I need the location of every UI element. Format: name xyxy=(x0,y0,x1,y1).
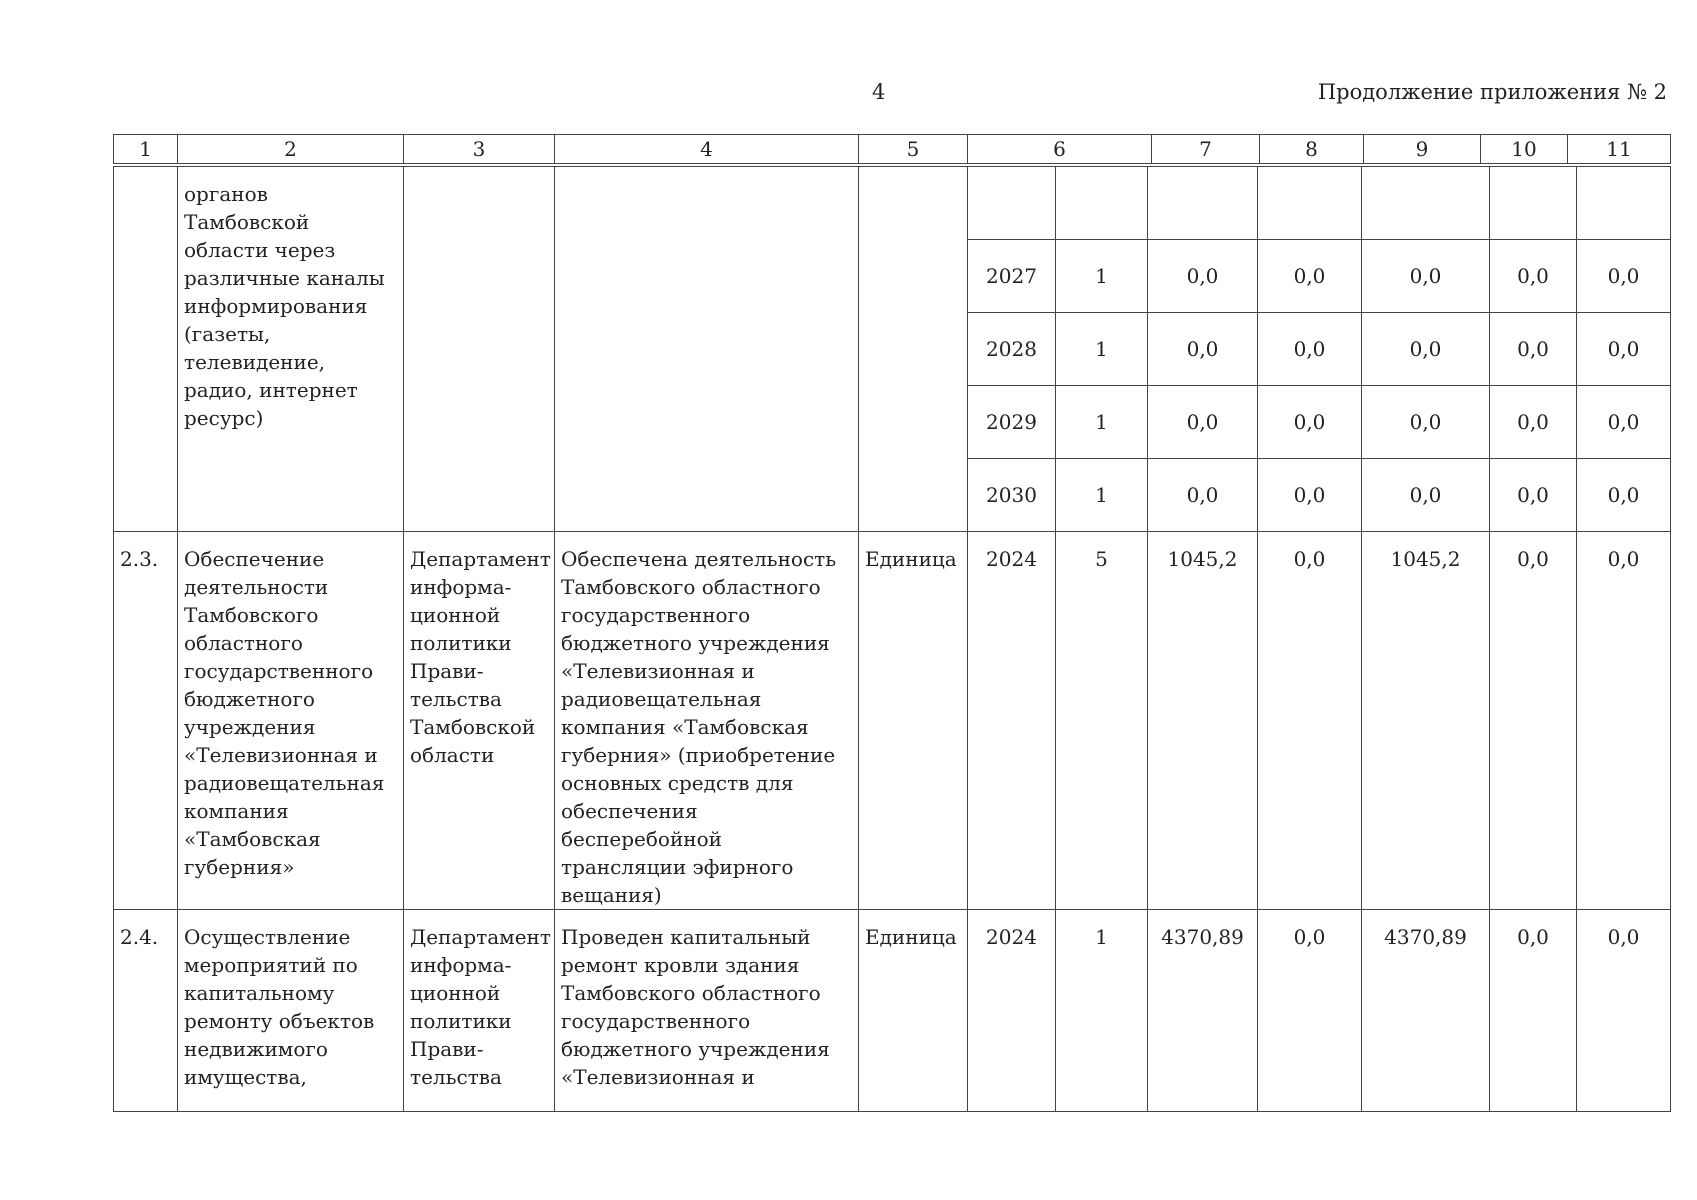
table-row xyxy=(114,532,1671,910)
amount-cell: 1045,2 xyxy=(1148,532,1258,910)
col-header-3: 3 xyxy=(404,135,555,164)
amount-cell: 0,0 xyxy=(1490,910,1577,1112)
col-header-6: 6 xyxy=(968,135,1152,164)
amount-cell: 0,0 xyxy=(1577,532,1671,910)
amount-cell: 0,0 xyxy=(1490,532,1577,910)
amount-cell: 0,0 xyxy=(1362,240,1490,313)
amount-cell: 0,0 xyxy=(1148,459,1258,532)
count-cell: 1 xyxy=(1056,910,1148,1112)
amount-cell: 0,0 xyxy=(1258,459,1362,532)
amount-cell: 0,0 xyxy=(1577,240,1671,313)
col-header-11: 11 xyxy=(1568,135,1671,164)
year-cell: 2027 xyxy=(968,240,1056,313)
unit-cell xyxy=(859,167,968,532)
year-cell: 2030 xyxy=(968,459,1056,532)
col-header-7: 7 xyxy=(1152,135,1260,164)
amount-cell: 0,0 xyxy=(1490,240,1577,313)
amount-cell: 0,0 xyxy=(1490,459,1577,532)
amount-cell: 0,0 xyxy=(1148,313,1258,386)
appendix-continuation-label: Продолжение приложения № 2 xyxy=(1317,80,1667,104)
executor-cell xyxy=(404,167,555,532)
amount-cell: 0,0 xyxy=(1258,313,1362,386)
result-cell: Проведен капитальный ремонт кровли здания Тамбовского областного государственного бюджетного учреждения «Телевизионная и xyxy=(555,910,859,1112)
activity-name-cell: органов Тамбовской области через различные каналы информирования (газеты, телевидение, радио, интернет ресурс) xyxy=(178,167,404,532)
amount-cell: 0,0 xyxy=(1362,386,1490,459)
col-header-2: 2 xyxy=(178,135,404,164)
amount-cell: 0,0 xyxy=(1490,313,1577,386)
row-number-cell xyxy=(114,167,178,532)
amount-cell: 0,0 xyxy=(1148,386,1258,459)
activity-name-cell: Осуществление мероприятий по капитальному ремонту объектов недвижимого имущества, xyxy=(178,910,404,1112)
result-cell xyxy=(555,167,859,532)
amount-cell: 4370,89 xyxy=(1362,910,1490,1112)
amount-cell: 0,0 xyxy=(1577,910,1671,1112)
count-cell: 1 xyxy=(1056,459,1148,532)
year-cell: 2024 xyxy=(968,532,1056,910)
amount-cell: 0,0 xyxy=(1577,313,1671,386)
col-header-1: 1 xyxy=(114,135,178,164)
col-header-10: 10 xyxy=(1481,135,1568,164)
amount-cell: 0,0 xyxy=(1490,386,1577,459)
page-number: 4 xyxy=(872,80,886,104)
activity-name-cell: Обеспечение деятельности Тамбовского областного государственного бюджетного учреждения «Телевизионная и радиовещательная компания «Тамбовская губерния» xyxy=(178,532,404,910)
executor-cell: Департамент информа-ционной политики Прави-тельства Тамбовской области xyxy=(404,532,555,910)
year-cell: 2029 xyxy=(968,386,1056,459)
column-number-header xyxy=(113,134,1671,164)
amount-cell: 0,0 xyxy=(1362,459,1490,532)
amount-cell: 0,0 xyxy=(1258,386,1362,459)
executor-cell: Департамент информа-ционной политики Прави-тельства xyxy=(404,910,555,1112)
count-cell: 1 xyxy=(1056,313,1148,386)
count-cell: 1 xyxy=(1056,240,1148,313)
unit-cell: Единица xyxy=(859,910,968,1112)
amount-cell: 0,0 xyxy=(1258,240,1362,313)
amount-cell: 0,0 xyxy=(1577,386,1671,459)
col-header-5: 5 xyxy=(859,135,968,164)
year-cell: 2024 xyxy=(968,910,1056,1112)
row-number-cell: 2.4. xyxy=(114,910,178,1112)
unit-cell: Единица xyxy=(859,532,968,910)
col-header-8: 8 xyxy=(1260,135,1364,164)
col-header-9: 9 xyxy=(1364,135,1481,164)
table-row xyxy=(114,167,1671,240)
amount-cell: 0,0 xyxy=(1258,532,1362,910)
year-cell: 2028 xyxy=(968,313,1056,386)
amount-cell: 0,0 xyxy=(1258,910,1362,1112)
col-header-4: 4 xyxy=(555,135,859,164)
table-row xyxy=(114,910,1671,1112)
amount-cell: 4370,89 xyxy=(1148,910,1258,1112)
amount-cell: 0,0 xyxy=(1362,313,1490,386)
amount-cell: 0,0 xyxy=(1577,459,1671,532)
row-number-cell: 2.3. xyxy=(114,532,178,910)
amount-cell: 1045,2 xyxy=(1362,532,1490,910)
count-cell: 1 xyxy=(1056,386,1148,459)
program-activities-table xyxy=(113,166,1671,1112)
count-cell: 5 xyxy=(1056,532,1148,910)
result-cell: Обеспечена деятельность Тамбовского областного государственного бюджетного учреждения «Телевизионная и радиовещательная компания «Тамбовская губерния» (приобретение основных средств для обеспечения бесперебойной трансляции эфирного вещания) xyxy=(555,532,859,910)
amount-cell: 0,0 xyxy=(1148,240,1258,313)
